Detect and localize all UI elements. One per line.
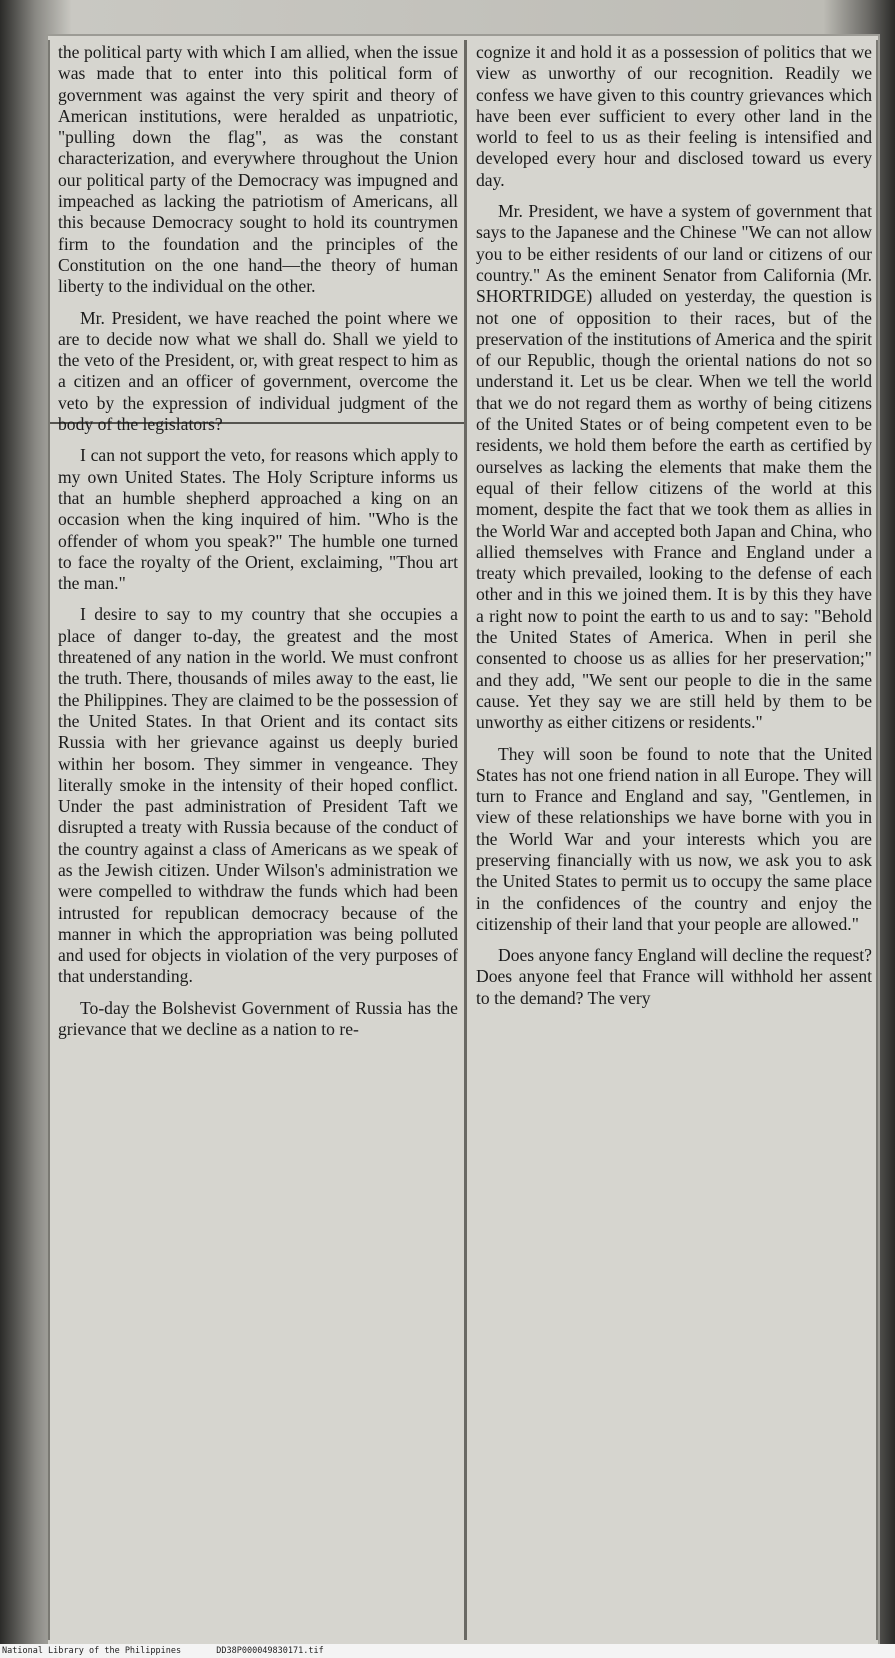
newspaper-clipping (48, 36, 878, 1646)
paragraph: cognize it and hold it as a possession of politics that we view as unworthy of our recognition. Readily we confess we have given to this country grievances which have been ever sufficient to every other land in the world to feel to us as their feeling is intensified and developed every hour and disclosed toward us every day. (476, 42, 872, 190)
article-right-column (476, 42, 872, 1638)
paragraph: Does anyone fancy England will decline the request? Does anyone feel that France will withhold her assent to the demand? The very (476, 945, 872, 1008)
paragraph: Mr. President, we have reached the point where we are to decide now what we shall do. Shall we yield to the veto of the President, or, with great respect to him as a citizen and an officer of government, overcome the veto by the expression of individual judgment of the body of the legislators? (58, 307, 458, 435)
file-id: DD38P000049830171.tif (216, 1646, 324, 1656)
paragraph: I desire to say to my country that she occupies a place of danger to-day, the greatest and the most threatened of any nation in the world. We must confront the truth. There, thousands of miles away to the east, lie the Philippines. They are claimed to be the possession of the United States. In that Orient and its contact sits Russia with her grievance against us deeply buried within her bosom. They simmer in vengeance. They literally smoke in the intensity of their hoped conflict. Under the past administration of President Taft we disrupted a treaty with Russia because of the conduct of the country against a class of Americans as we speak of as the Jewish citizen. Under Wilson's administration we were compelled to withdraw the funds which had been intrusted for republican democracy because of the manner in which the appropriation was being polluted and used for objects in violation of the very purposes of that understanding. (58, 604, 458, 987)
clipping-right-border (876, 40, 878, 1640)
scan-footer (0, 1644, 895, 1658)
paragraph: They will soon be found to note that the United States has not one friend nation in all Europe. They will turn to France and England and say, "Gentlemen, in view of these relationships we have borne with you in the World War and your interests which you are preserving financially with us now, we ask you to ask the United States to permit us to occupy the same place in the confidences of the country and enjoy the citizenship of their land that your people are allowed." (476, 743, 872, 934)
clipping-left-border (48, 40, 50, 1640)
paragraph: Mr. President, we have a system of government that says to the Japanese and the Chinese "We can not allow you to be either residents of our land or citizens of our country." As the eminent Senator from California (Mr. SHORTRIDGE) alluded on yesterday, the question is not one of opposition to their races, but of the preservation of the institutions of America and the spirit of our Republic, though the oriental nations do not so understand it. Let us be clear. When we tell the world that we do not regard them as worthy of being citizens of the United States or of being competent even to be residents, we hold them before the earth as certified by ourselves as lacking the elements that make them the equal of their fellow citizens of the world at this moment, despite the fact that we took them as allies in the World War and accepted both Japan and China, who allied themselves with France and England under a treaty which prevailed, looking to the defense of each other and in this we joined them. It is by this they have a right now to point the earth to us and to say: "Behold the United States of America. When in peril she consented to choose us as allies for her preservation;" and they add, "We sent our people to die in the same cause. Yet they say we are still held by them to be unworthy as either citizens or residents." (476, 201, 872, 733)
paragraph: I can not support the veto, for reasons which apply to my own United States. The Holy Scripture informs us that an humble shepherd approached a king on an occasion when the king inquired of him. "Who is the offender of whom you speak?" The humble one turned to face the royalty of the Orient, exclaiming, "Thou art the man." (58, 445, 458, 594)
paragraph: the political party with which I am allied, when the issue was made that to enter into this political form of government was against the very spirit and theory of American institutions, were heralded as unpatriotic, "pulling down the flag", as was the constant characterization, and everywhere throughout the Union our political party of the Democracy was impugned and impeached as lacking the patriotism of Americans, all this because Democracy sought to hold its countrymen firm to the foundation and the principles of the Constitution on the one hand—the theory of human liberty to the individual on the other. (58, 42, 458, 297)
column-divider (464, 40, 467, 1640)
article-left-column (58, 42, 458, 1638)
library-name: National Library of the Philippines (2, 1646, 182, 1656)
paragraph: To-day the Bolshevist Government of Russia has the grievance that we decline as a nation to re- (58, 997, 458, 1040)
